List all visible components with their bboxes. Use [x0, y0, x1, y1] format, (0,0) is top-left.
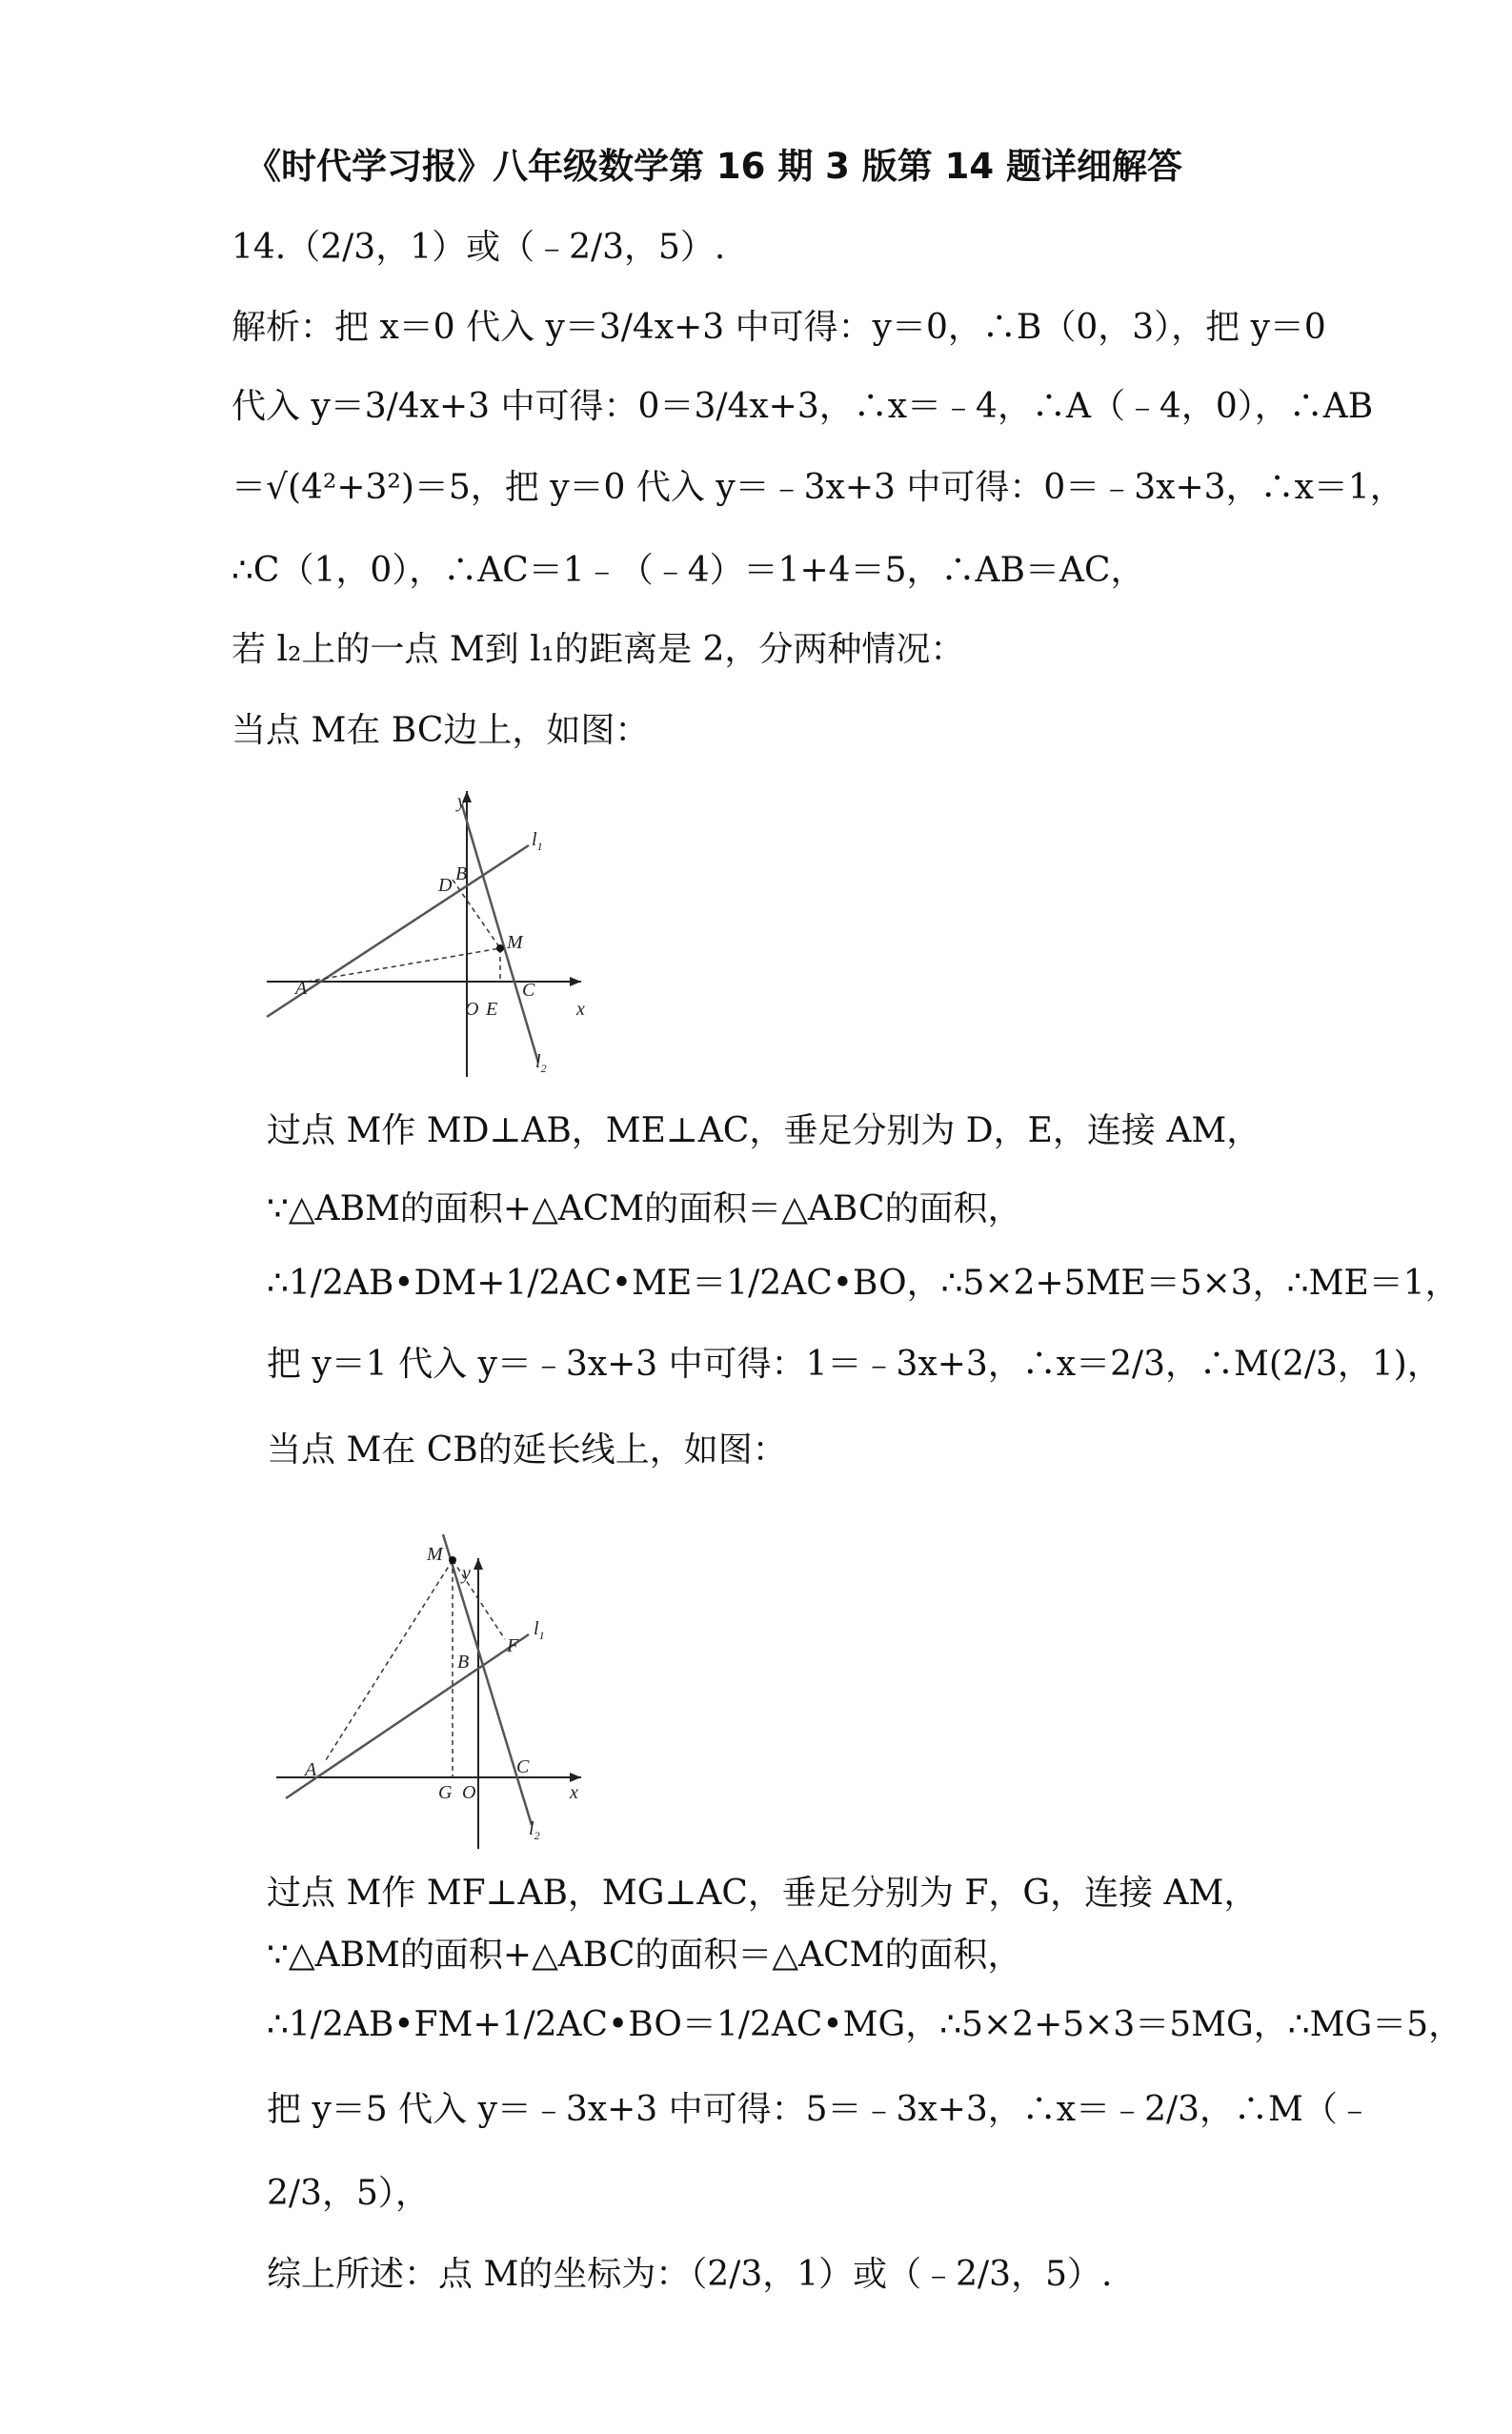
case2-step-4: 把 y＝5 代入 y＝﹣3x+3 中可得：5＝﹣3x+3，∴x＝﹣2/3，∴M（﹣ — [267, 2090, 1372, 2129]
fig2-y-label: y — [462, 1563, 471, 1584]
fig1-E-label: E — [486, 999, 498, 1020]
conclusion: 综上所述：点 M的坐标为：（2/3，1）或（﹣2/3，5）. — [267, 2255, 1113, 2294]
fig2-M-label: M — [427, 1544, 443, 1565]
case1-step-4: 把 y＝1 代入 y＝﹣3x+3 中可得：1＝﹣3x+3，∴x＝2/3，∴M(2/3，1)， — [267, 1345, 1441, 1384]
case1-heading: 当点 M在 BC边上，如图： — [232, 711, 650, 750]
fig2-l1-label: $l_1$ — [534, 1618, 545, 1642]
answer-line: 14.（2/3，1）或（﹣2/3，5）. — [232, 228, 726, 267]
fig1-M-label: M — [507, 932, 523, 953]
fig1-l1-label: $l_1$ — [532, 829, 543, 853]
fig1-O-label: O — [465, 999, 479, 1020]
case2-step-2: ∵△ABM的面积+△ABC的面积＝△ACM的面积， — [267, 1936, 1022, 1975]
fig1-D-label: D — [438, 875, 453, 896]
analysis-line-3: ＝√(4²+3²)＝5，把 y＝0 代入 y＝﹣3x+3 中可得：0＝﹣3x+3，∴x＝1， — [232, 468, 1404, 507]
figure-case-2 — [267, 1520, 591, 1844]
fig1-y-label: y — [457, 791, 466, 812]
analysis-line-2: 代入 y＝3/4x+3 中可得：0＝3/4x+3，∴x＝﹣4，∴A（﹣4，0），∴AB — [232, 387, 1374, 426]
analysis-line-1: 解析：把 x＝0 代入 y＝3/4x+3 中可得：y＝0，∴B（0，3），把 y＝0 — [232, 308, 1326, 347]
fig2-O-label: O — [462, 1782, 476, 1803]
case2-step-3: ∴1/2AB•FM+1/2AC•BO＝1/2AC•MG，∴5×2+5×3＝5MG，∴MG＝5， — [267, 2005, 1463, 2044]
case2-step-1: 过点 M作 MF⊥AB，MG⊥AC，垂足分别为 F，G，连接 AM， — [267, 1874, 1259, 1913]
fig1-x-label: x — [576, 999, 585, 1020]
fig1-C-label: C — [522, 980, 535, 1001]
fig2-C-label: C — [516, 1756, 530, 1777]
analysis-line-4: ∴C（1，0），∴AC＝1﹣（﹣4）＝1+4＝5，∴AB＝AC， — [232, 551, 1145, 590]
fig1-l2-label: $l_2$ — [535, 1051, 547, 1075]
case-intro: 若 l₂上的一点 M到 l₁的距离是 2，分两种情况： — [232, 630, 965, 669]
fig2-F-label: F — [507, 1635, 519, 1656]
case2-step-5: 2/3，5）， — [267, 2174, 430, 2213]
fig2-A-label: A — [305, 1759, 317, 1780]
fig2-l2-label: $l_2$ — [529, 1818, 540, 1842]
fig1-A-label: A — [295, 978, 308, 999]
fig2-B-label: B — [457, 1652, 470, 1673]
case1-step-3: ∴1/2AB•DM+1/2AC•ME＝1/2AC•BO，∴5×2+5ME＝5×3，∴ME＝1， — [267, 1264, 1460, 1303]
fig1-B-label: B — [455, 863, 468, 884]
page-title: 《时代学习报》八年级数学第 16 期 3 版第 14 题详细解答 — [246, 146, 1183, 187]
case1-step-1: 过点 M作 MD⊥AB，ME⊥AC，垂足分别为 D，E，连接 AM， — [267, 1111, 1261, 1150]
figure-case-1 — [267, 786, 591, 1075]
fig2-G-label: G — [438, 1782, 453, 1803]
case2-heading: 当点 M在 CB的延长线上，如图： — [267, 1430, 787, 1470]
case1-step-2: ∵△ABM的面积+△ACM的面积＝△ABC的面积， — [267, 1189, 1022, 1228]
fig2-x-label: x — [570, 1782, 578, 1803]
